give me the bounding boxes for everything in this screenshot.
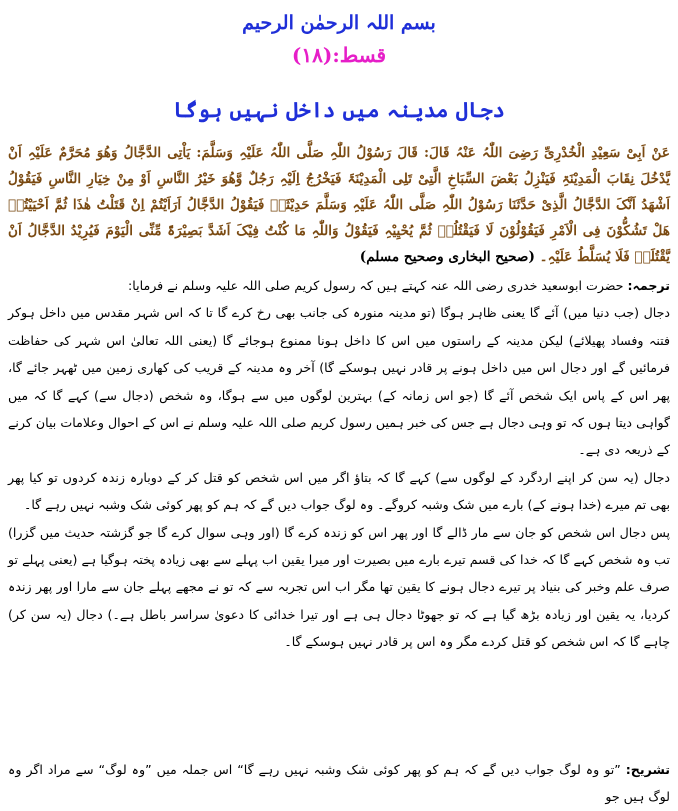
translation-intro bbox=[8, 272, 670, 299]
translation-paragraph-1: دجال (جب دنیا میں) آئے گا یعنی ظاہر ہوگا (تو مدینہ منورہ کی جانب بھی رخ کرے گا تا کہ اس شہر مقدس میں داخل ہوکر فتنہ وفساد پھیلائے) لیکن مدینہ کے راستوں میں اس کا داخل ہونا ممنوع ہوجائے گا (یعنی اللہ تعالیٰ اس شہر کی حفاظت فرمائیں گے اور دجال اس میں داخل ہونے پر قادر نہیں ہوسکے گا) آخر وہ مدینہ کے قریب کی کھاری زمین میں ٹھہر جائے گا، پھر اس کے پاس ایک شخص آئے گا (جو اس زمانہ کے) بہترین لوگوں میں سے ہوگا، وہ شخص (دجال سے) کہے گا کہ میں گواہی دیتا ہوں کہ تو وہی دجال ہے جس کی خبر ہمیں رسول کریم صلی اللہ علیہ وسلم نے اس کے احوال وعلامات بیان کرنے کے ذریعہ دی ہے۔ bbox=[8, 305, 670, 458]
hadith-reference: (صحیح البخاری وصحیح مسلم) bbox=[359, 249, 535, 265]
article-title: دجال مدینہ میں داخل نہیں ہوگا bbox=[173, 97, 505, 122]
hadith-arabic-body: عَنْ اَبِیْ سَعِیْدِ الْخُدْرِیِّ رَضِیَ اللّٰہُ عَنْہُ قَالَ: قَالَ رَسُوْلُ اللّٰہِ صَلَّی اللّٰہُ عَلَیْہِ وَسَلَّمَ: یَاْتِی الدَّجَّالُ وَھُوَ مُحَرَّمٌ عَلَیْہِ اَنْ یَّدْخُلَ نِقَابَ الْمَدِیْنَۃِ فَیَنْزِلُ بَعْضَ السِّبَاخِ الَّتِیْ تَلِی الْمَدِیْنَۃَ فَیَخْرُجُ اِلَیْہِ رَجُلٌ وَّھُوَ خَیْرُ النَّاسِ اَوْ مِنْ خِیَارِ النَّاسِ فَیَقُوْلُ اَشْھَدُ اَنَّکَ الدَّجَّالُ الَّذِیْ حَدَّثَنَا رَسُوْلُ اللّٰہِ صَلَّی اللّٰہُ عَلَیْہِ وَسَلَّمَ حَدِیْثَہٗ فَیَقُوْلُ الدَّجَّالُ اَرَاَیْتُمْ اِنْ قَتَلْتُ ھٰذَا ثُمَّ اَحْیَیْتُہٗ ھَلْ تَشُکُّوْنَ فِی الْاَمْرِ فَیَقُوْلُوْنَ لَا فَیَقْتُلُہٗ ثُمَّ یُحْیِیْہِ فَیَقُوْلُ وَاللّٰہِ مَا کُنْتُ فِیْکَ اَشَدَّ بَصِیْرَۃً مِّنِّی الْیَوْمَ فَیُرِیْدُ الدَّجَّالُ اَنْ یَّقْتُلَہٗ فَلَا یُسَلَّطُ عَلَیْہِ۔ bbox=[8, 145, 670, 265]
translation-intro-text: حضرت ابوسعید خدری رضی اللہ عنہ کہتے ہیں کہ رسول کریم صلی اللہ علیہ وسلم نے فرمایا: bbox=[128, 278, 624, 293]
hadith-arabic-text bbox=[8, 140, 670, 270]
translation-label: ترجمہ: bbox=[627, 278, 670, 293]
bismillah-heading: بسم اللہ الرحمٰن الرحیم bbox=[242, 12, 436, 34]
commentary-text: ”تو وہ لوگ جواب دیں گے کہ ہم کو پھر کوئی شک وشبہ نہیں رہے گا“ اس جملہ میں ”وہ لوگ“ سے مراد اگر وہ لوگ ہیں جو bbox=[8, 762, 670, 805]
commentary-paragraph bbox=[8, 756, 670, 811]
translation-paragraph-3: پس دجال اس شخص کو جان سے مار ڈالے گا اور پھر اس کو زندہ کرے گا (اور وہی سوال کرے گا جو گزشتہ حدیث میں گزرا) تب وہ شخص کہے گا کہ خدا کی قسم تیرے بارے میں بصیرت اور میرا یقین اب پہلے سے بھی زیادہ پختہ ہوگیا ہے (یعنی پہلے تو صرف علم وخبر کی بنیاد پر تیرے دجال ہونے کا یقین تھا مگر اب اس تجربہ سے کہ تو نے مجھے پہلے جان سے مارا اور پھر زندہ کردیا، یہ یقین اور زیادہ بڑھ گیا ہے کہ تو جھوٹا دجال ہی ہے اور تیرا خدائی کا دعویٰ سراسر باطل ہے۔) دجال (یہ سن کر) چاہے گا کہ اس شخص کو قتل کردے مگر وہ اس پر قادر نہیں ہوسکے گا۔ bbox=[8, 524, 670, 650]
translation-paragraph-2: دجال (یہ سن کر اپنے اردگرد کے لوگوں سے) کہے گا کہ بتاؤ اگر میں اس شخص کو قتل کر کے دوبارہ زندہ کردوں تو کیا پھر بھی تم میرے (خدا ہونے کے) بارے میں شک وشبہ کروگے۔ وہ لوگ جواب دیں گے کہ ہم کو پھر کوئی شک وشبہ نہیں رہے گا۔ bbox=[8, 469, 670, 513]
commentary-label: تشریح: bbox=[625, 762, 670, 777]
part-number: قسط:(۱۸) bbox=[291, 43, 387, 67]
